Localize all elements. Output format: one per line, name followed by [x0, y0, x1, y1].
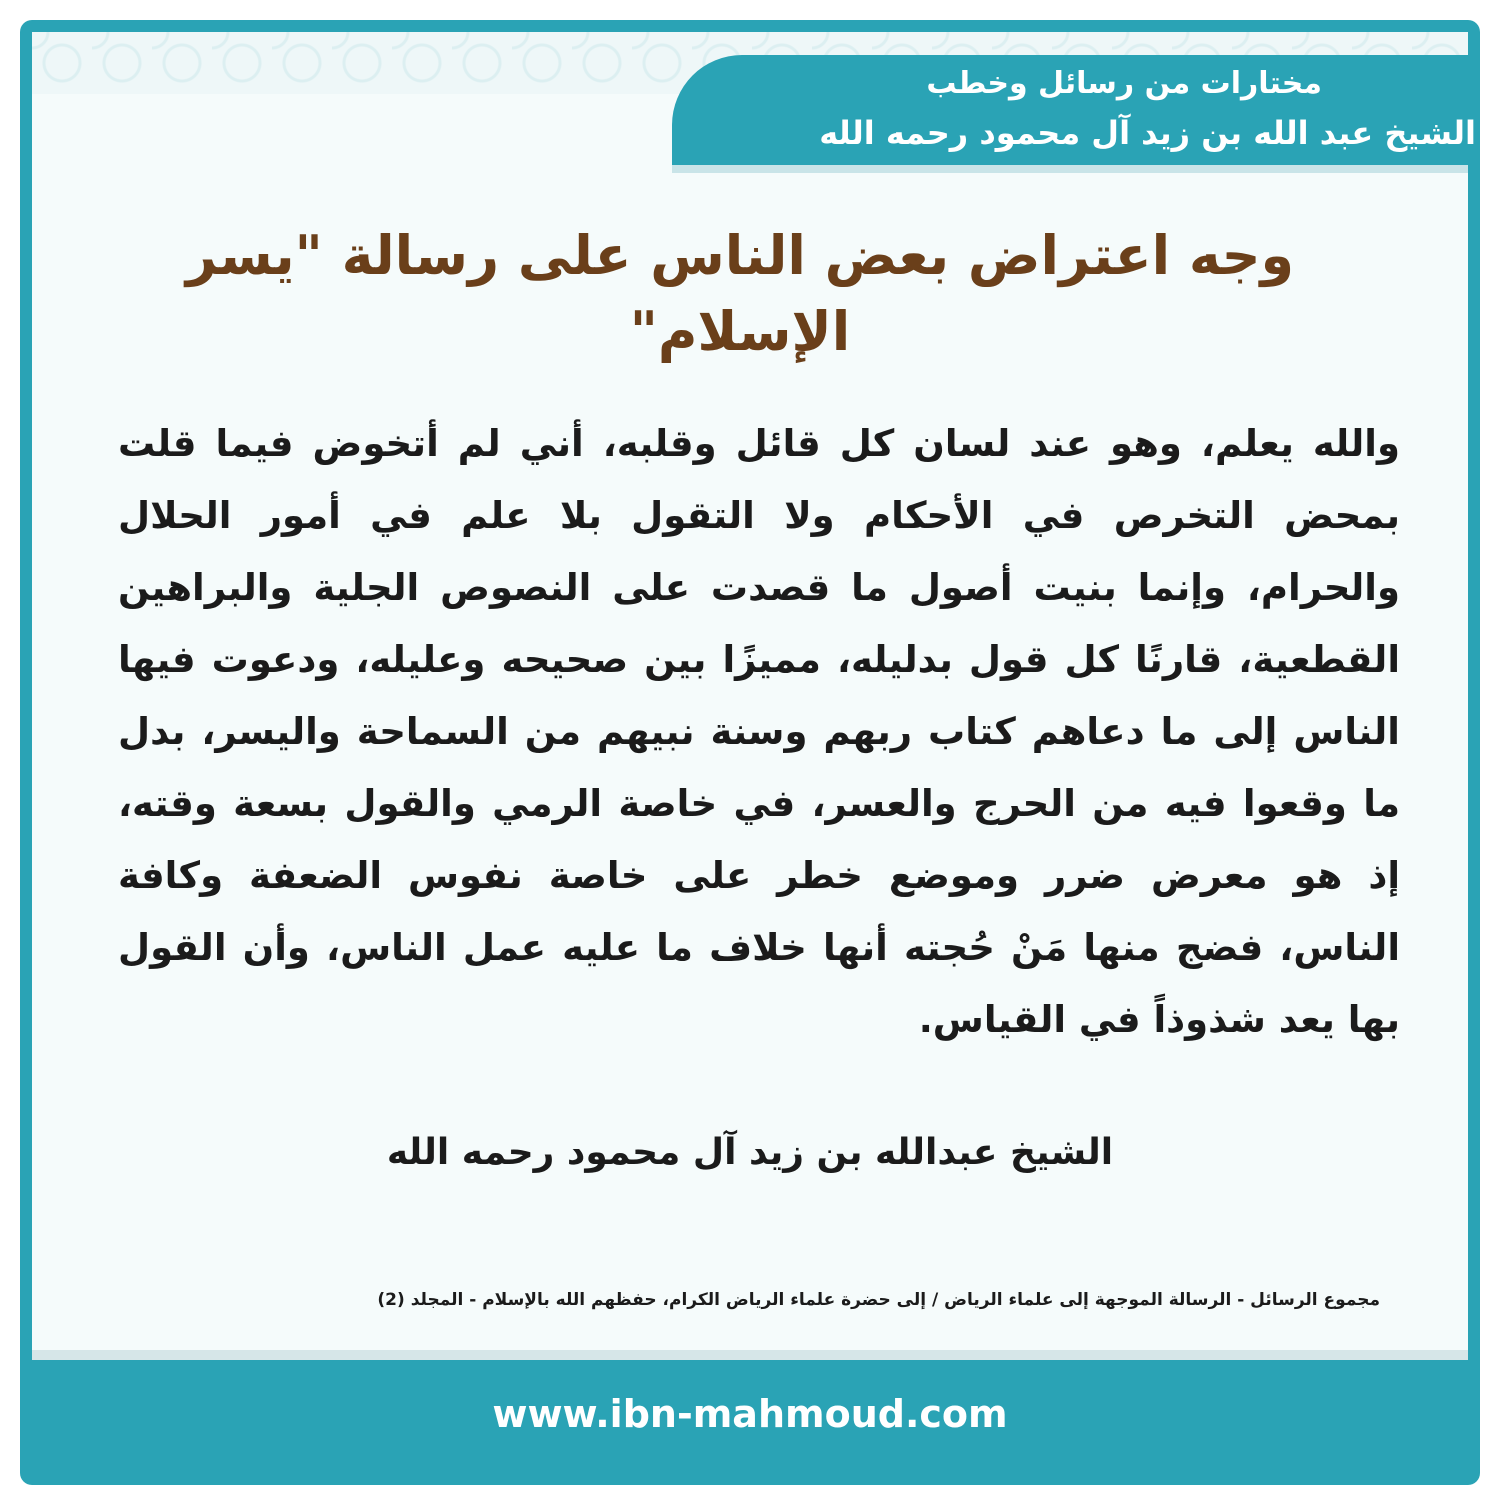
bottom-divider [32, 1350, 1468, 1360]
author-line: الشيخ عبد الله بن زيد آل محمود رحمه الله [819, 114, 1476, 152]
source-citation: مجموع الرسائل - الرسالة الموجهة إلى علماء الرياض / إلى حضرة علماء الرياض الكرام، حفظهم الله بالإسلام - المجلد (2) [377, 1290, 1380, 1310]
series-title: مختارات من رسائل وخطب [926, 66, 1322, 101]
website-link[interactable]: www.ibn-mahmoud.com [492, 1392, 1008, 1436]
article-body: والله يعلم، وهو عند لسان كل قائل وقلبه، أني لم أتخوض فيما قلت بمحض التخرص في الأحكام ولا التقول بلا علم في أمور الحلال والحرام، وإنما بنيت أصول ما قصدت على النصوص الجلية والبراهين القطعية، قارنًا كل قول بدليله، مميزًا بين صحيحه وعليله، ودعوت فيها الناس إلى ما دعاهم كتاب ربهم وسنة نبيهم من السماحة واليسر، بدل ما وقعوا فيه من الحرج والعسر، في خاصة الرمي والقول بسعة وقته، إذ هو معرض ضرر وموضع خطر على خاصة نفوس الضعفة وكافة الناس، فضج منها مَنْ حُجته أنها خلاف ما عليه عمل الناس، وأن القول بها يعد شذوذاً في القياس. [118, 422, 1400, 1041]
signature: الشيخ عبدالله بن زيد آل محمود رحمه الله [386, 1132, 1114, 1173]
banner-shadow [672, 165, 1468, 173]
article-title: وجه اعتراض بعض الناس على رسالة "يسر الإسلام" [185, 224, 1295, 363]
